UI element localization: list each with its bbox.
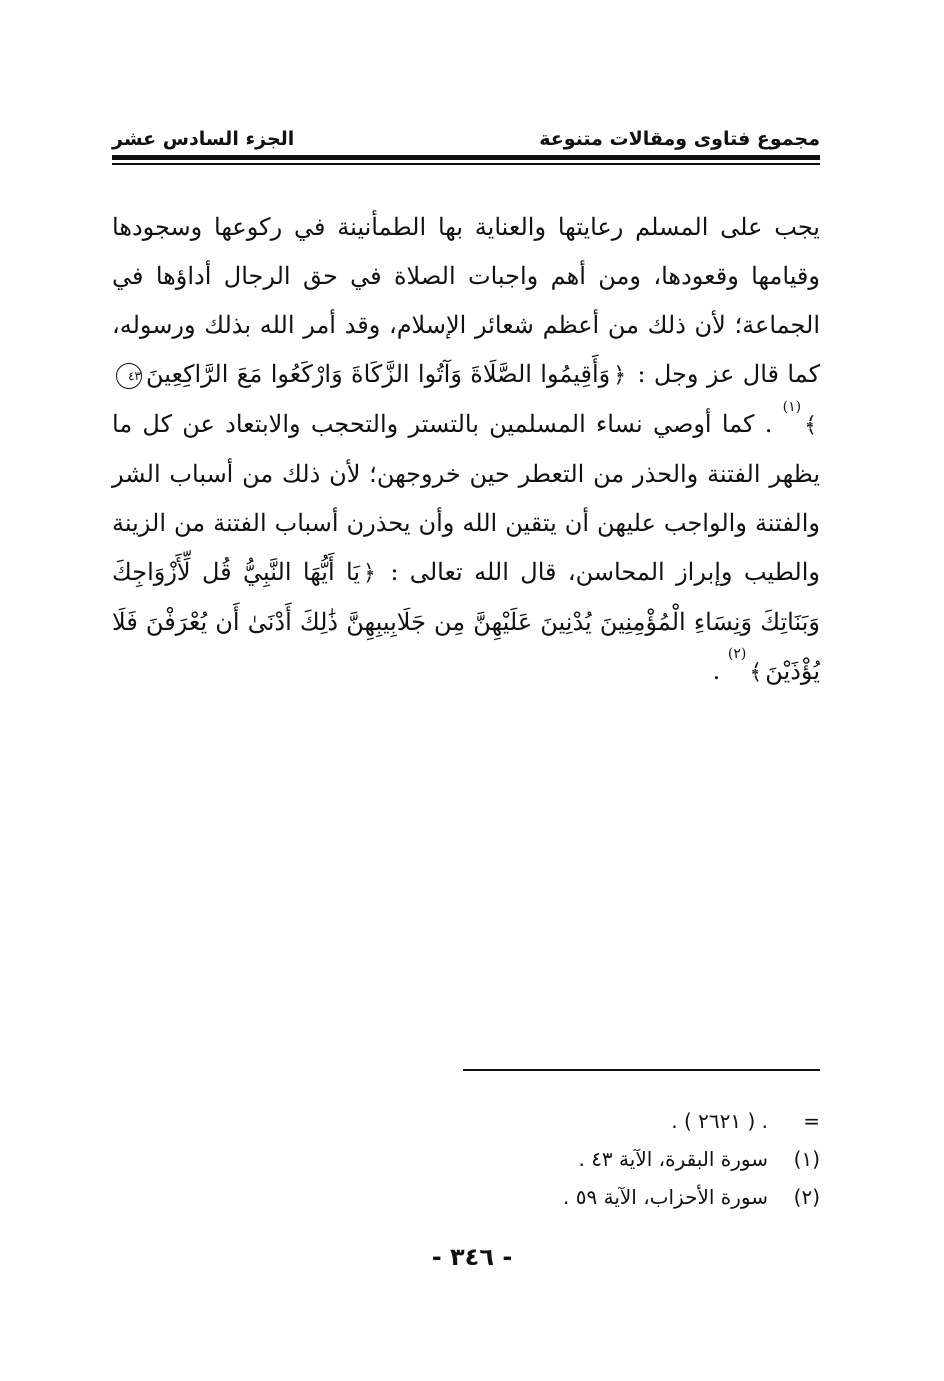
quran-verse-1: وَأَقِيمُوا الصَّلَاةَ وَآتُوا الزَّكَاةَ وَارْكَعُوا مَعَ الرَّاكِعِينَ [146, 360, 611, 388]
verse-open-bracket: ﴿ [613, 363, 627, 388]
footnote-item [380, 1102, 820, 1140]
footnotes [380, 1102, 820, 1216]
footnote-item [380, 1178, 820, 1216]
footnote-mark: (١) [793, 1147, 820, 1171]
volume-label: الجزء السادس عشر [112, 128, 295, 150]
quran-verse-2: يَا أَيُّهَا النَّبِيُّ قُل لِّأَزْوَاجِكَ وَبَنَاتِكَ وَنِسَاءِ الْمُؤْمِنِينَ يُدْنِينَ عَلَيْهِنَّ مِن جَلَابِيبِهِنَّ ذَٰلِكَ أَدْنَىٰ أَن يُعْرَفْنَ فَلَا يُؤْذَيْنَ [112, 558, 820, 685]
footnote-text: سورة البقرة، الآية ٤٣ . [578, 1147, 768, 1171]
header-rule-thin [112, 163, 820, 165]
verse-open-bracket: ﴿ [363, 561, 376, 586]
book-title: مجموع فتاوى ومقالات متنوعة [539, 128, 820, 150]
page-number: - ٣٤٦ - [431, 1243, 513, 1271]
footnote-mark: (٢) [793, 1185, 820, 1209]
text-run: . كما أوصي نساء المسلمين بالتستر والتحجب والابتعاد عن كل ما يظهر الفتنة والحذر من التعطر حين خروجهن؛ لأن ذلك من أسباب الشر والفتنة والواجب عليهن أن يتقين الله وأن يحذرن أسباب الفتنة من الزينة والطيب وإبراز المحاسن، قال الله تعالى : [112, 410, 820, 586]
running-header [112, 118, 820, 150]
main-text [112, 203, 820, 697]
verse-close-bracket: ﴾ [749, 660, 763, 685]
verse-close-bracket: ﴾ [804, 413, 817, 438]
footnote-item [380, 1140, 820, 1178]
footnote-mark: = [803, 1109, 820, 1133]
text-run: يجب على المسلم رعايتها والعناية بها الطمأنينة في ركوعها وسجودها وقيامها وقعودها، ومن أهم واجبات الصلاة في حق الرجال أداؤها في الجماعة؛ لأن ذلك من أعظم شعائر الإسلام، وقد أمر الله بذلك ورسوله، كما قال عز وجل : [112, 213, 820, 388]
header-rule [112, 155, 820, 160]
footnote-ref-1: (١) [782, 399, 802, 415]
ayah-number-marker: ٤٣ [116, 363, 142, 389]
footnote-text: سورة الأحزاب، الآية ٥٩ . [563, 1185, 768, 1209]
footnote-text: . ( ٢٦٢١ ) . [671, 1109, 768, 1133]
footnote-ref-2: (٢) [727, 646, 747, 662]
footnote-separator [463, 1069, 820, 1071]
paragraph [112, 203, 820, 697]
period: . [712, 657, 721, 685]
